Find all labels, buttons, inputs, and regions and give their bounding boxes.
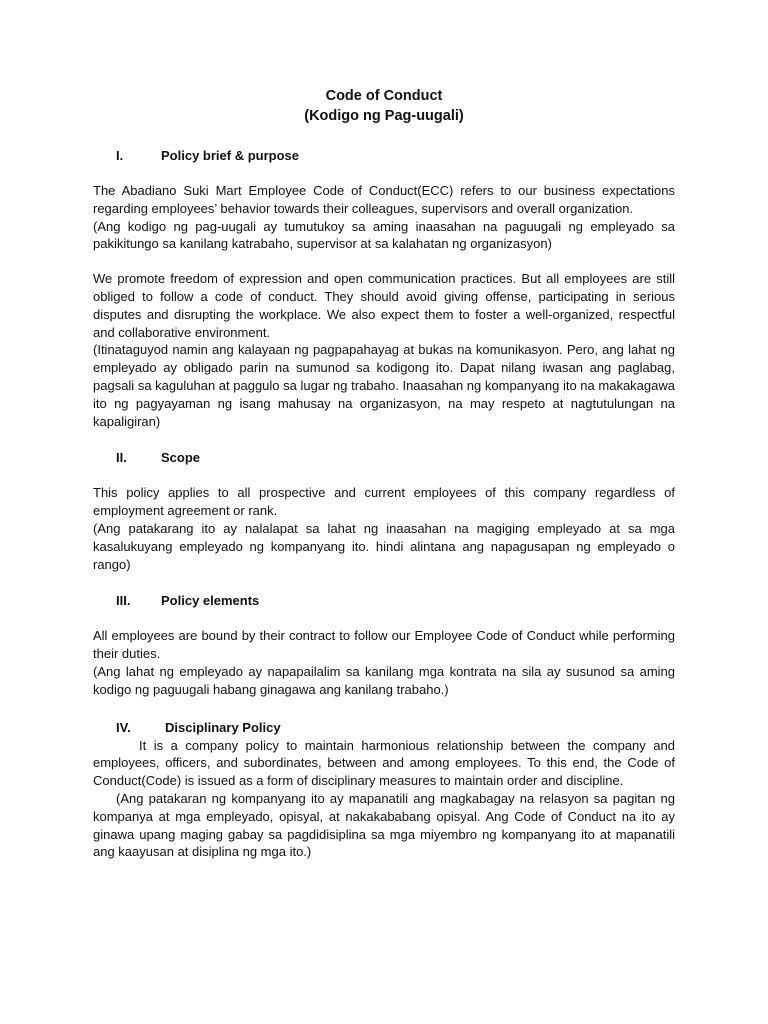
section-title: Scope bbox=[161, 450, 201, 466]
section-heading bbox=[93, 719, 675, 737]
paragraph-tagalog: (Ang patakaran ng kompanyang ito ay mapanatili ang magkabagay na relasyon sa pagitan ng kompanya at mga empleyado, opisyal, at nakakababang opisyal. Ang Code of Conduct na ito ay ginawa upang maging gabay sa pagdidisiplina sa mga miyembro ng kompanyang ito at mapanatili ang kaayusan at disiplina ng mga ito.) bbox=[93, 790, 675, 860]
section-policy-brief bbox=[93, 147, 675, 430]
paragraph-tagalog: (Ang lahat ng empleyado ay napapailalim sa kanilang mga kontrata na sila ay susunod sa aming kodigo ng paguugali habang ginagawa ang kanilang trabaho.) bbox=[93, 663, 675, 697]
paragraph-english: All employees are bound by their contract to follow our Employee Code of Conduct while performing their duties. bbox=[93, 628, 675, 662]
section-heading bbox=[93, 592, 675, 610]
paragraph-english: This policy applies to all prospective and current employees of this company regardless of employment agreement or rank. bbox=[93, 485, 675, 519]
title-line-2: (Kodigo ng Pag-uugali) bbox=[304, 108, 464, 124]
paragraph-tagalog: (Itinataguyod namin ang kalayaan ng pagpapahayag at bukas na komunikasyon. Pero, ang lahat ng empleyado ay obligado parin na sumunod sa kodigong ito. Dapat nilang iwasan ang paglabag, pagsali sa kaguluhan at paggulo sa lugar ng trabaho. Inaasahan ng kompanyang ito na makakagawa ito ng pagyayaman ng isang mahusay na organizasyon, na may respeto at nagtutulungan na kapaligiran) bbox=[93, 342, 675, 429]
section-title: Disciplinary Policy bbox=[165, 719, 281, 735]
section-number: III. bbox=[116, 593, 131, 609]
section-number: IV. bbox=[116, 719, 131, 735]
section-scope bbox=[93, 449, 675, 573]
paragraph-english: It is a company policy to maintain harmonious relationship between the company and employees, officers, and subordinates, between and among employees. To this end, the Code of Conduct(Code) is issued as a form of disciplinary measures to maintain order and discipline. bbox=[93, 737, 675, 789]
section-title: Policy brief & purpose bbox=[161, 148, 299, 163]
section-heading bbox=[93, 147, 675, 165]
document-page bbox=[93, 86, 675, 861]
section-number: II. bbox=[116, 450, 127, 466]
section-title: Policy elements bbox=[161, 593, 260, 609]
paragraph-tagalog: (Ang kodigo ng pag-uugali ay tumutukoy sa aming inaasahan na paguugali ng empleyado sa pakikitungo sa kanilang katrabaho, supervisor at sa kalahatan ng organizasyon) bbox=[93, 218, 675, 252]
section-policy-elements bbox=[93, 592, 675, 698]
section-disciplinary-policy bbox=[93, 719, 675, 862]
document-title bbox=[93, 86, 675, 126]
section-number: I. bbox=[116, 148, 124, 163]
section-heading bbox=[93, 449, 675, 467]
paragraph-tagalog: (Ang patakarang ito ay nalalapat sa lahat ng inaasahan na magiging empleyado at sa mga kasalukuyang empleyado ng kompanyang ito. hindi alintana ang napagusapan ng empleyado o rango) bbox=[93, 520, 675, 572]
paragraph-english: We promote freedom of expression and open communication practices. But all employees are still obliged to follow a code of conduct. They should avoid giving offense, participating in serious disputes and disrupting the workplace. We also expect them to foster a well-organized, respectful and collaborative environment. bbox=[93, 271, 675, 340]
title-line-1: Code of Conduct bbox=[325, 88, 443, 104]
paragraph-english: The Abadiano Suki Mart Employee Code of Conduct(ECC) refers to our business expectations regarding employees’ behavior towards their colleagues, supervisors and overall organization. bbox=[93, 183, 675, 216]
